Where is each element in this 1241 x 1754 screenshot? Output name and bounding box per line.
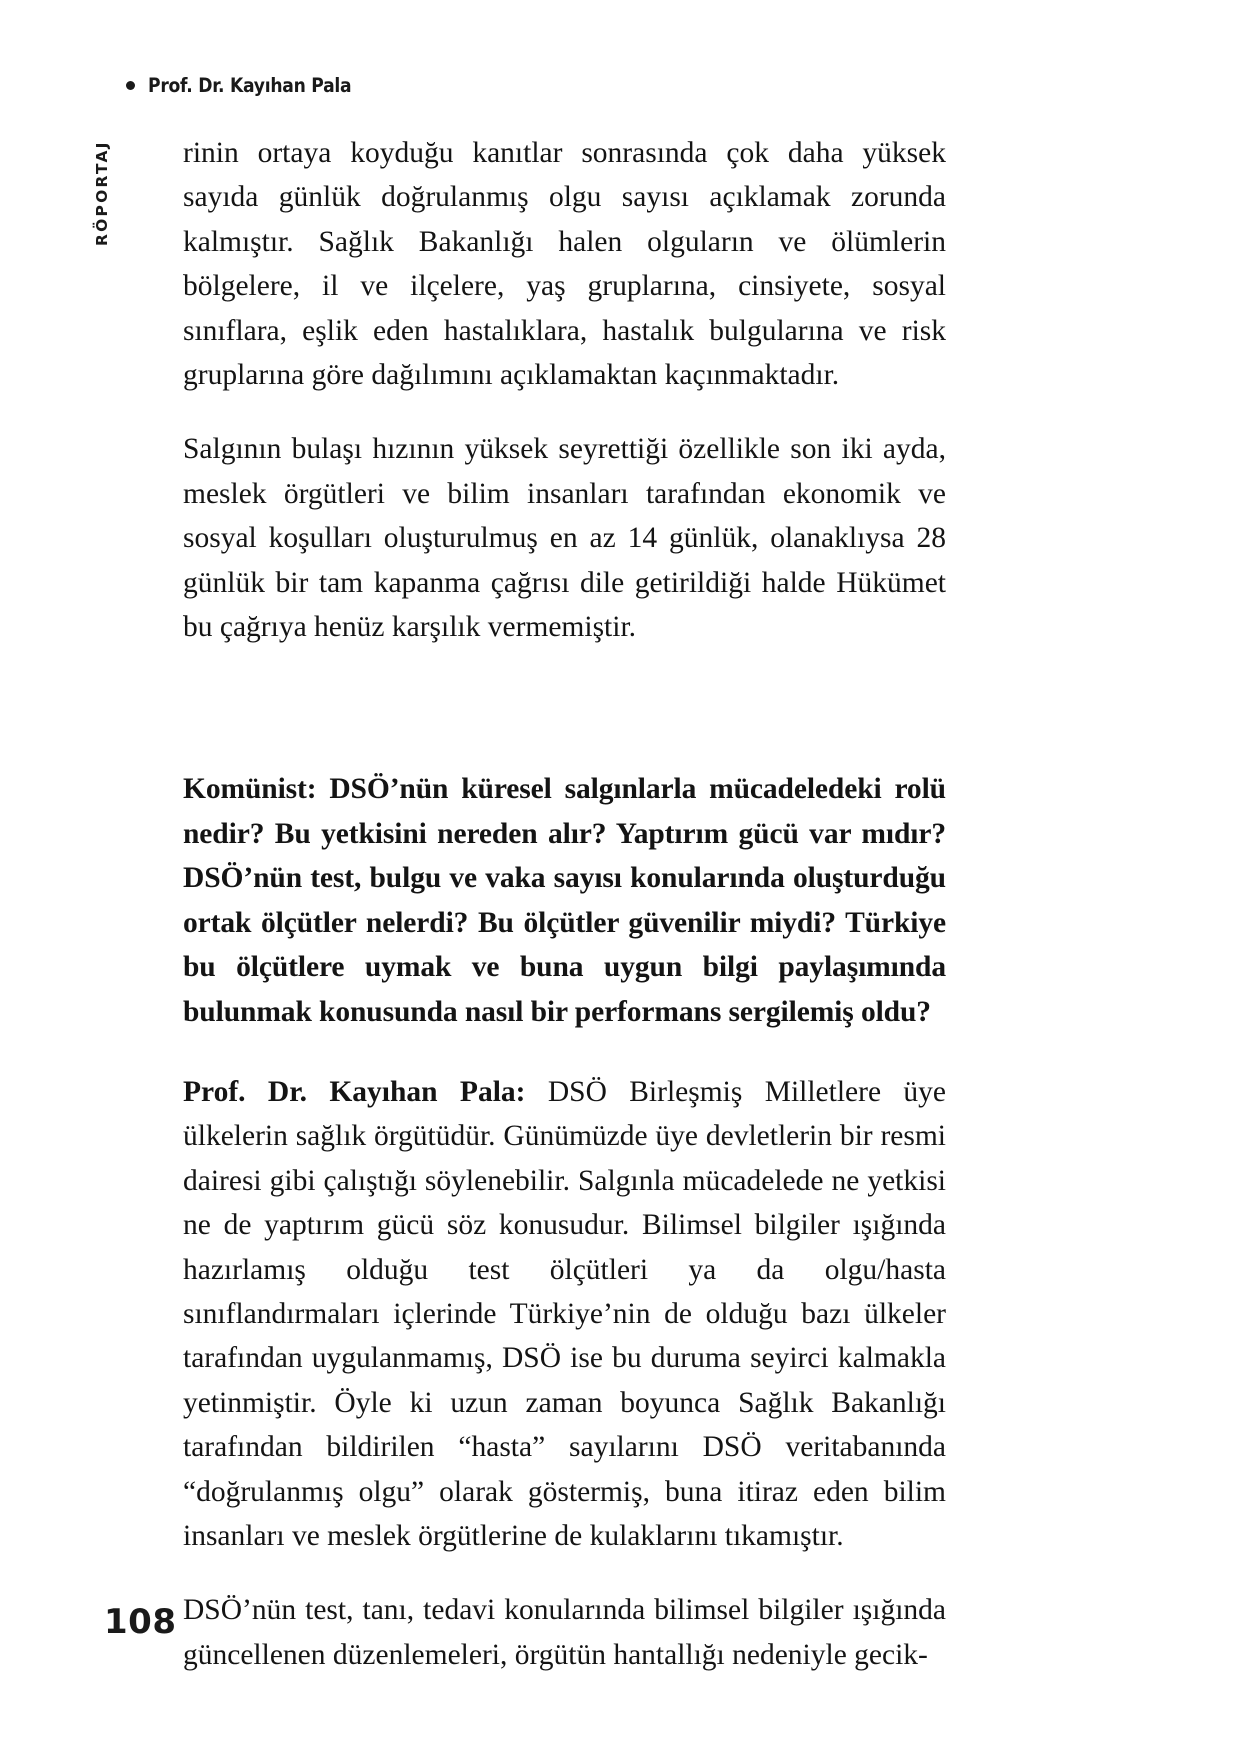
- paragraph-3: DSÖ’nün test, tanı, tedavi konularında bilimsel bilgiler ışığında güncellenen düzenlemeleri, örgütün hantallığı nedeniyle gecik-: [183, 1594, 946, 1671]
- interview-answer: [183, 1070, 946, 1558]
- bullet-dot-icon: [126, 81, 135, 90]
- page-number: 108: [104, 1602, 177, 1642]
- paragraph-2: Salgının bulaşı hızının yüksek seyrettiği özellikle son iki ayda, meslek örgütleri ve bilim insanları tarafından ekonomik ve sosyal koşulları oluşturulmuş en az 14 günlük, olanaklıysa 28 günlük bir tam kapanma çağrısı dile getirildiği halde Hükümet bu çağrıya henüz karşılık vermemiştir.: [183, 433, 946, 644]
- running-head-label: Prof. Dr. Kayıhan Pala: [148, 74, 352, 97]
- running-head: [126, 74, 379, 97]
- section-tab-label: RÖPORTAJ: [93, 140, 111, 246]
- answer-lead-in: Prof. Dr. Kayıhan Pala:: [183, 1075, 526, 1108]
- interview-question: Komünist: DSÖ’nün küresel salgınlarla mücadeledeki rolü nedir? Bu yetkisini nereden alır? Yaptırım gücü var mıdır? DSÖ’nün test, bulgu ve vaka sayısı konularında oluşturduğu ortak ölçütler nelerdi? Bu ölçütler güvenilir miydi? Türkiye bu ölçütlere uymak ve buna uygun bilgi paylaşımında bulunmak konusunda nasıl bir performans sergilemiş oldu?: [183, 773, 946, 1028]
- paragraph-1: rinin ortaya koyduğu kanıtlar sonrasında çok daha yüksek sayıda günlük doğrulanmış olgu sayısı açıklamak zorunda kalmıştır. Sağlık Bakanlığı halen olguların ve ölümlerin bölgelere, il ve ilçelere, yaş gruplarına, cinsiyete, sosyal sınıflara, eşlik eden hastalıklara, hastalık bulgularına ve risk gruplarına göre dağılımını açıklamaktan kaçınmaktadır.: [183, 137, 946, 392]
- text-column: [183, 131, 946, 1677]
- answer-body: DSÖ Birleşmiş Milletlere üye ülkelerin sağlık örgütüdür. Günümüzde üye devletlerin bir resmi dairesi gibi çalıştığı söylenebilir. Salgınla mücadelede ne yetkisi ne de yaptırım gücü söz konusudur. Bilimsel bilgiler ışığında hazırlamış olduğu test ölçütleri ya da olgu/hasta sınıflandırmaları içlerinde Türkiye’nin de olduğu bazı ülkeler tarafından uygulanmamış, DSÖ ise bu duruma seyirci kalmakla yetinmiştir. Öyle ki uzun zaman boyunca Sağlık Bakanlığı tarafından bildirilen “hasta” sayılarını DSÖ veritabanında “doğrulanmış olgu” olarak göstermiş, buna itiraz eden bilim insanları ve meslek örgütlerine de kulaklarını tıkamıştır.: [183, 1075, 947, 1552]
- section-tab: [93, 120, 124, 250]
